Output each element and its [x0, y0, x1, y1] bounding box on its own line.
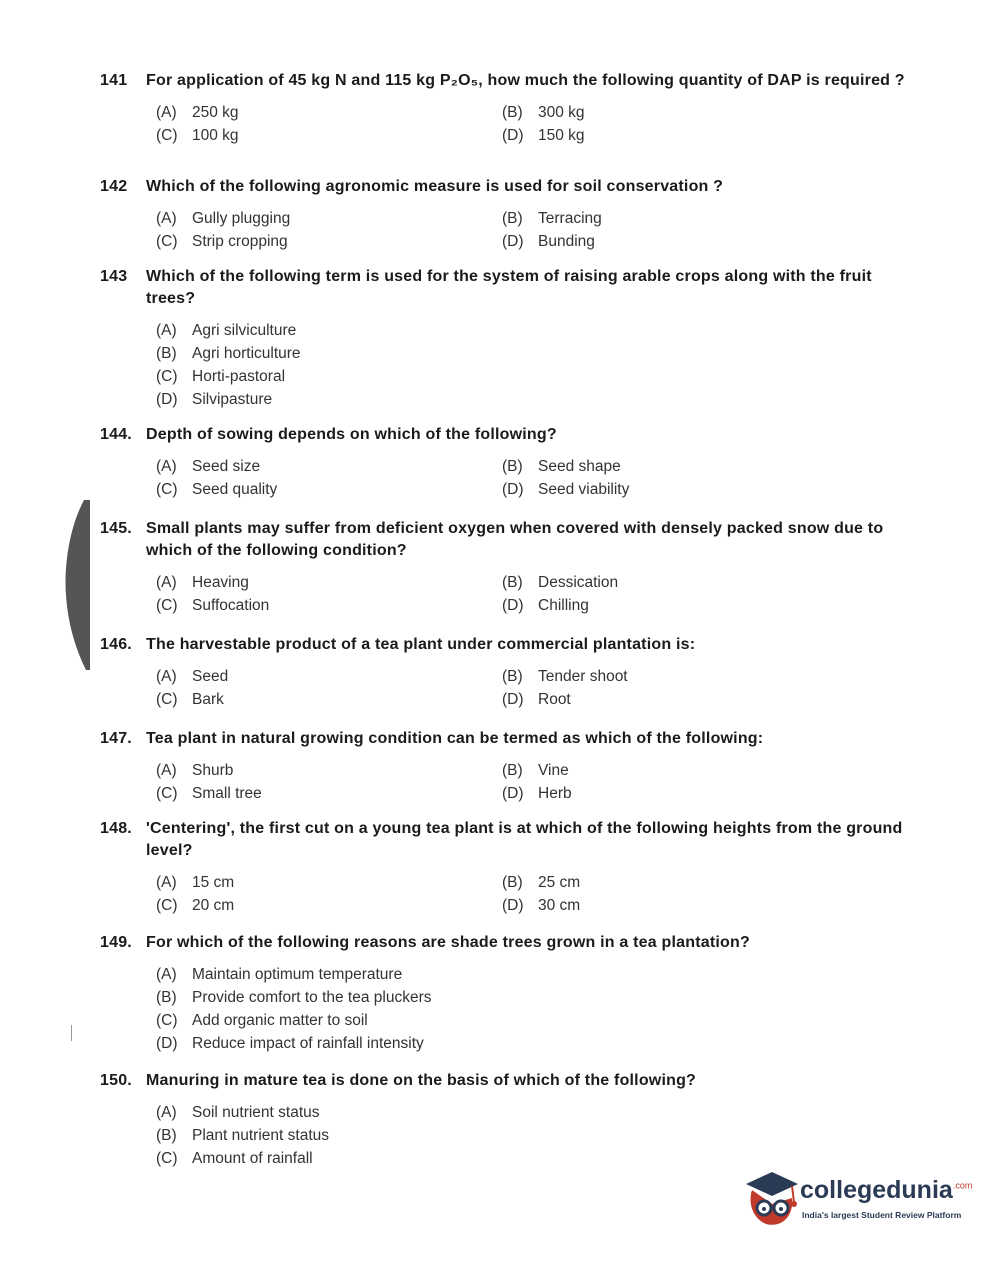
question-text: 'Centering', the first cut on a young tea plant is at which of the following heights from the ground level?: [146, 820, 903, 859]
option-c: (C) Small tree: [156, 785, 262, 802]
option-b: (B) Vine: [502, 762, 569, 779]
option-d: (D) Silvipasture: [156, 391, 273, 408]
question-148: [100, 818, 910, 916]
question-145: [100, 518, 910, 616]
option-c: (C) Bark: [156, 691, 224, 708]
option-d: (D) 150 kg: [502, 127, 585, 144]
question-text: For application of 45 kg N and 115 kg P₂O₅, how much the following quantity of DAP is required ?: [146, 72, 905, 89]
question-number: 149.: [100, 934, 132, 951]
question-143: [100, 266, 910, 410]
option-c: (C) Seed quality: [156, 481, 278, 498]
question-number: 145.: [100, 520, 132, 537]
option-d: (D) Bunding: [502, 233, 595, 250]
question-text: Which of the following agronomic measure is used for soil conservation ?: [146, 178, 724, 195]
question-text: For which of the following reasons are shade trees grown in a tea plantation?: [146, 934, 750, 951]
option-a: (A) Heaving: [156, 574, 249, 591]
question-number: 142: [100, 178, 128, 195]
question-number: 147.: [100, 730, 132, 747]
option-b: (B) Seed shape: [502, 458, 621, 475]
question-text: Small plants may suffer from deficient oxygen when covered with densely packed snow due to which of the following condition?: [146, 520, 884, 559]
option-a: (A) Gully plugging: [156, 210, 291, 227]
binder-clip-shadow: [62, 500, 90, 670]
option-a: (A) Soil nutrient status: [156, 1104, 320, 1121]
question-149: [100, 932, 910, 1054]
question-number: 144.: [100, 426, 132, 443]
option-d: (D) 30 cm: [502, 897, 581, 914]
question-number: 150.: [100, 1072, 132, 1089]
option-c: (C) Add organic matter to soil: [156, 1012, 368, 1029]
question-text: Which of the following term is used for the system of raising arable crops along with the fruit trees?: [146, 268, 872, 307]
option-a: (A) Maintain optimum temperature: [156, 966, 403, 983]
option-b: (B) 25 cm: [502, 874, 581, 891]
option-c: (C) Strip cropping: [156, 233, 288, 250]
option-d: (D) Herb: [502, 785, 572, 802]
option-a: (A) 250 kg: [156, 104, 239, 121]
option-b: (B) Dessication: [502, 574, 619, 591]
question-text: Depth of sowing depends on which of the following?: [146, 426, 557, 443]
option-b: (B) Plant nutrient status: [156, 1127, 329, 1144]
question-147: [100, 728, 910, 804]
question-number: 141: [100, 72, 128, 89]
question-text: Tea plant in natural growing condition can be termed as which of the following:: [146, 730, 764, 747]
option-b: (B) Provide comfort to the tea pluckers: [156, 989, 432, 1006]
question-144: [100, 424, 910, 500]
logo-wordmark: collegedunia$^{.com}$: [800, 1176, 973, 1204]
option-b: (B) Agri horticulture: [156, 345, 301, 362]
option-c: (C) 100 kg: [156, 127, 239, 144]
question-number: 143: [100, 268, 128, 285]
option-d: (D) Root: [502, 691, 571, 708]
question-number: 148.: [100, 820, 132, 837]
option-d: (D) Seed viability: [502, 481, 630, 498]
question-text: The harvestable product of a tea plant under commercial plantation is:: [146, 636, 696, 653]
option-a: (A) Shurb: [156, 762, 234, 779]
graduate-mascot-icon: [742, 1168, 800, 1228]
option-b: (B) Terracing: [502, 210, 602, 227]
option-c: (C) Suffocation: [156, 597, 270, 614]
option-c: (C) Horti-pastoral: [156, 368, 286, 385]
option-c: (C) 20 cm: [156, 897, 235, 914]
option-a: (A) Agri silviculture: [156, 322, 297, 339]
question-text: Manuring in mature tea is done on the basis of which of the following?: [146, 1072, 697, 1089]
logo-tagline: India's largest Student Review Platform: [802, 1210, 962, 1220]
question-150: [100, 1070, 910, 1169]
option-c: (C) Amount of rainfall: [156, 1150, 313, 1167]
option-a: (A) 15 cm: [156, 874, 235, 891]
option-d: (D) Chilling: [502, 597, 589, 614]
margin-mark: [71, 1025, 72, 1041]
option-b: (B) Tender shoot: [502, 668, 628, 685]
question-142: [100, 176, 910, 252]
question-141: [100, 70, 910, 146]
option-b: (B) 300 kg: [502, 104, 585, 121]
option-a: (A) Seed size: [156, 458, 261, 475]
option-d: (D) Reduce impact of rainfall intensity: [156, 1035, 424, 1052]
question-number: 146.: [100, 636, 132, 653]
option-a: (A) Seed: [156, 668, 229, 685]
question-146: [100, 634, 910, 710]
collegedunia-logo[interactable]: [742, 1168, 972, 1232]
